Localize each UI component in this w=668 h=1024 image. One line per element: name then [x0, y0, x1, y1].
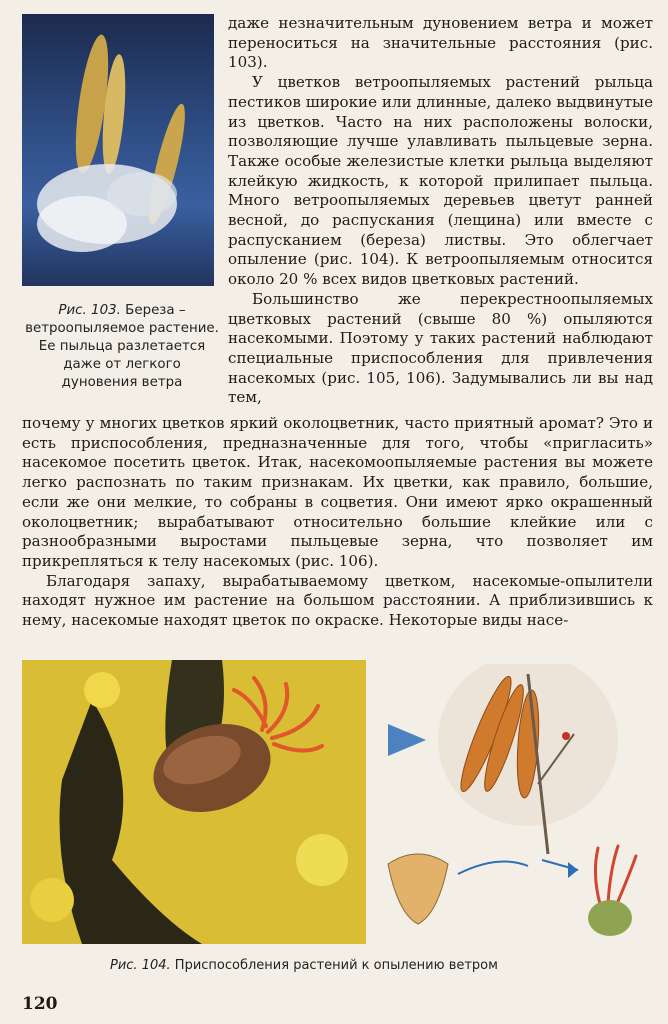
- figure-103-photo: [22, 14, 214, 286]
- figure-104-photo-hazel-flower: [22, 660, 366, 944]
- figure-104-drawings: [378, 664, 664, 954]
- paragraph-4: Благодаря запаху, вырабатываемому цветком, насекомые-опылители находят нужное им растение на большом расстоянии. А приблизившись к нему, насекомые находят цветок по окраске. Некоторые виды насе-: [22, 571, 653, 630]
- blue-arrow-icon: [388, 724, 426, 756]
- column-text: [228, 14, 653, 408]
- paragraph-1: даже незначительным дуновением ветра и может переноситься на значительные расстояния (рис. 103).: [228, 14, 653, 72]
- hazel-flower-illustration: [22, 660, 366, 944]
- paragraph-3-rest: почему у многих цветков яркий околоцветник, часто приятный аромат? Это и есть приспособления, предназначенные для того, чтобы «пригласить» насекомое посетить цветок. Итак, насекомоопыляемые растения вы можете легко распознать по таким признакам. Их цветки, как правило, большие, если же они мелкие, то собраны в соцветия. Они имеют ярко окрашенный околоцветник; вырабатывают относительно большие клейкие или с разнообразными выростами пыльцевые зерна, что позволяет им прикрепляться к телу насекомых (рис. 106).: [22, 414, 653, 570]
- figure-103-label: Рис. 103.: [58, 303, 121, 318]
- birch-catkin-illustration: [22, 14, 214, 286]
- page-number: 120: [22, 994, 58, 1014]
- figure-104-caption: [110, 958, 630, 973]
- catkin-diagram: [378, 664, 664, 954]
- paragraph-3-start: Большинство же перекрестноопыляемых цветковых растений (свыше 80 %) опыляются насекомыми. Поэтому у таких растений наблюдают специальные приспособления для привлечения насекомых (рис. 105, 106). Задумывались ли вы над тем,: [228, 289, 653, 407]
- figure-104-label: Рис. 104.: [110, 958, 171, 973]
- figure-103-caption: [24, 302, 220, 392]
- full-width-text: [22, 414, 653, 631]
- paragraph-2: У цветков ветроопыляемых растений рыльца пестиков широкие или длинные, далеко выдвинутые из цветков. Часто на них расположены волоски, позволяющие лучше улавливать пыльцевые зерна. Также особые железистые клетки рыльца выделяют клейкую жидкость, к которой прилипает пыльца. Много ветроопыляемых деревьев цветут ранней весной, до распускания (лещина) или вместе с распусканием (береза) листвы. Это облегчает опыление (рис. 104). К ветроопыляемым относится около 20 % всех видов цветковых растений.: [228, 73, 653, 289]
- figure-104-caption-text: Приспособления растений к опылению ветром: [174, 958, 498, 973]
- figure-103-caption-text: Береза – ветроопыляемое растение. Ее пыльца разлетается даже от легкого дуновения ветра: [25, 303, 219, 390]
